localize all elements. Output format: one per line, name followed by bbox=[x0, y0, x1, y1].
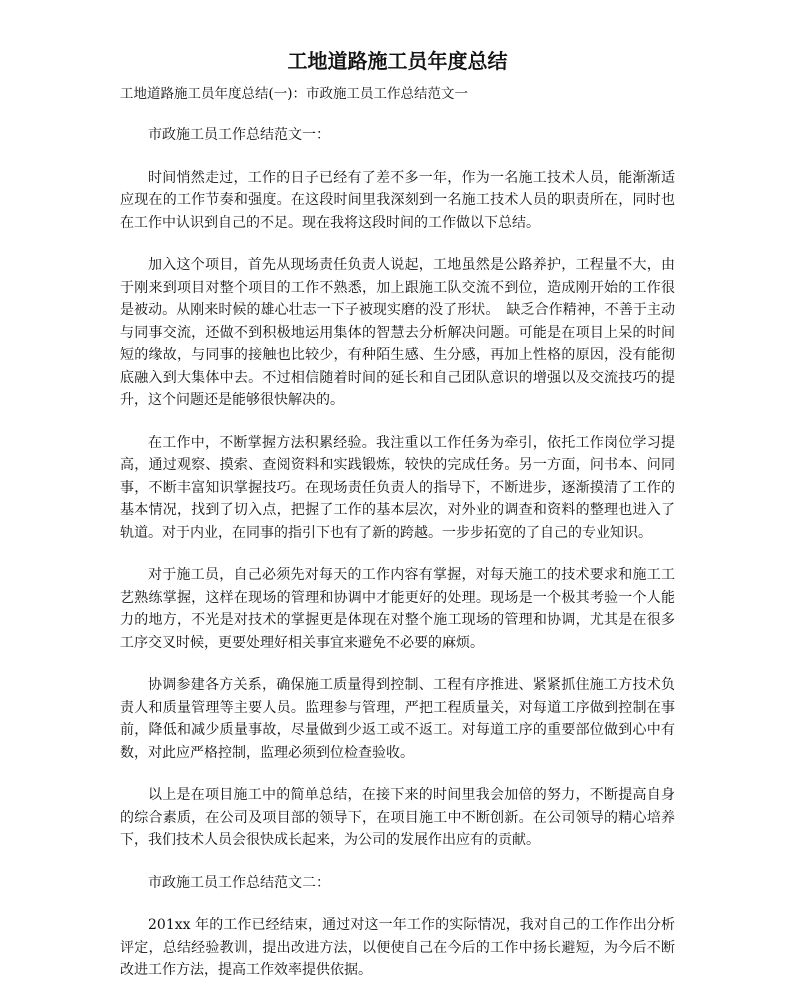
section-heading-2: 市政施工员工作总结范文二： bbox=[148, 874, 330, 891]
paragraph: 时间悄然走过，工作的日子已经有了差不多一年，作为一名施工技术人员，能渐渐适应现在的工作节奏和强度。在这段时间里我深刻到一名施工技术人员的职责所在，同时也在工作中认识到自己的不足。现在我将这段时间的工作做以下总结。 bbox=[120, 169, 675, 231]
document-body bbox=[120, 124, 675, 1002]
paragraph: 协调参建各方关系，确保施工质量得到控制、工程有序推进、紧紧抓住施工方技术负责人和质量管理等主要人员。监理参与管理，严把工程质量关，对每道工序做到控制在事前，降低和减少质量事故，尽量做到少返工或不返工。对每道工序的重要部位做到心中有数，对此应严格控制，监理必须到位检查验收。 bbox=[120, 677, 675, 761]
section-heading-1: 市政施工员工作总结范文一： bbox=[148, 127, 330, 143]
paragraph: 以上是在项目施工中的简单总结，在接下来的时间里我会加倍的努力，不断提高自身的综合素质，在公司及项目部的领导下，在项目施工中不断创新。在公司领导的精心培养下，我们技术人员会很快成长起来，为公司的发展作出应有的贡献。 bbox=[120, 787, 675, 848]
page-title: 工地道路施工员年度总结 bbox=[287, 49, 508, 73]
document-subtitle: 工地道路施工员年度总结(一)：市政施工员工作总结范文一 bbox=[120, 86, 469, 102]
paragraph: 201xx 年的工作已经结束，通过对这一年工作的实际情况，我对自己的工作作出分析评定，总结经验教训，提出改进方法，以便使自己在今后的工作中扬长避短，为今后不断改进工作方法，提高工作效率提供依据。 bbox=[120, 917, 675, 978]
paragraph: 加入这个项目，首先从现场责任负责人说起，工地虽然是公路养护，工程量不大，由于刚来到项目对整个项目的工作不熟悉，加上跟施工队交流不到位，造成刚开始的工作很是被动。从刚来时候的雄心壮志一下子被现实磨的没了形状。 缺乏合作精神，不善于主动与同事交流，还做不到积极地运用集体的智慧去分析解决问题。可能是在项目上呆的时间短的缘故，与同事的接触也比较少，有种陌生感、生分感，再加上性格的原因，没有能彻底融入到大集体中去。不过相信随着时间的延长和自己团队意识的增强以及交流技巧的提升，这个问题还是能够很快解决的。 bbox=[120, 257, 675, 408]
paragraph: 对于施工员，自己必须先对每天的工作内容有掌握，对每天施工的技术要求和施工工艺熟练掌握，这样在现场的管理和协调中才能更好的处理。现场是一个极其考验一个人能力的地方，不光是对技术的掌握更是体现在对整个施工现场的管理和协调，尤其是在很多工序交叉时候，更要处理好相关事宜来避免不必要的麻烦。 bbox=[120, 567, 675, 651]
paragraph: 在工作中，不断掌握方法积累经验。我注重以工作任务为牵引，依托工作岗位学习提高，通过观察、摸索、查阅资料和实践锻炼，较快的完成任务。另一方面，问书本、问同事，不断丰富知识掌握技巧。在现场责任负责人的指导下，不断进步，逐渐摸清了工作的基本情况，找到了切入点，把握了工作的基本层次，对外业的调查和资料的整理也进入了轨道。对于内业，在同事的指引下也有了新的跨越。一步步拓宽的了自己的专业知识。 bbox=[120, 434, 675, 541]
